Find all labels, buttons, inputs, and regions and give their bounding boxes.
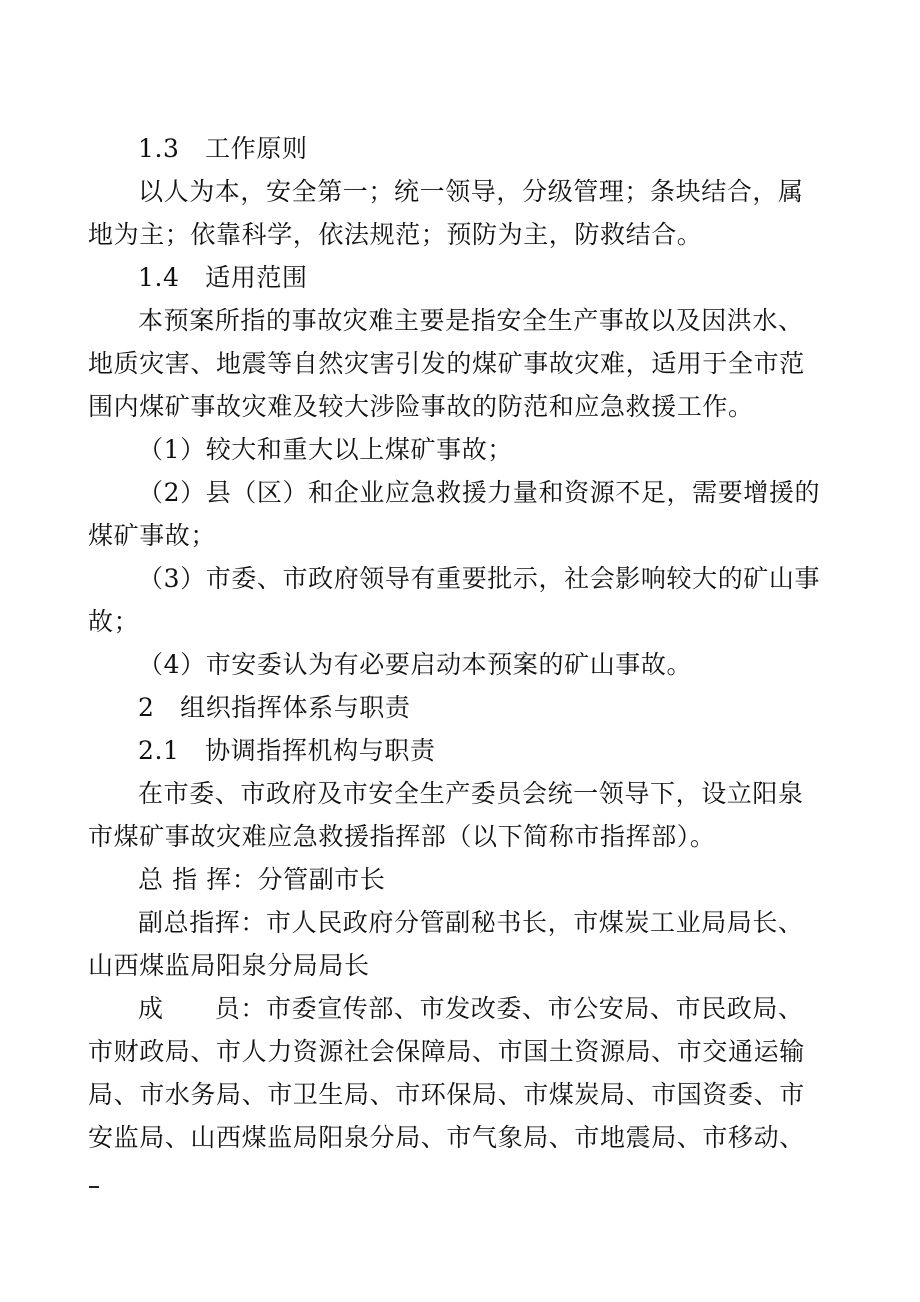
- paragraph-line: 地质灾害、地震等自然灾害引发的煤矿事故灾难，适用于全市范: [88, 349, 805, 378]
- paragraph-line: 本预案所指的事故灾难主要是指安全生产事故以及因洪水、: [138, 306, 804, 335]
- paragraph-line: 安监局、山西煤监局阳泉分局、市气象局、市地震局、市移动、: [88, 1123, 805, 1152]
- section-heading-1-4: 1.4 适用范围: [138, 263, 308, 292]
- list-item-continuation: 故；: [88, 607, 140, 636]
- list-item: （4）市安委认为有必要启动本预案的矿山事故。: [138, 650, 693, 679]
- paragraph-line: 山西煤监局阳泉分局局长: [88, 951, 370, 980]
- paragraph-line: 市财政局、市人力资源社会保障局、市国土资源局、市交通运输: [88, 1037, 805, 1066]
- page-footer-mark: [89, 1186, 99, 1188]
- paragraph-line: 围内煤矿事故灾难及较大涉险事故的防范和应急救援工作。: [88, 392, 754, 421]
- paragraph-line: 地为主；依靠科学，依法规范；预防为主，防救结合。: [88, 220, 703, 249]
- deputy-commander-line: 副总指挥：市人民政府分管副秘书长，市煤炭工业局局长、: [138, 908, 804, 937]
- paragraph-line: 以人为本，安全第一；统一领导，分级管理；条块结合，属: [138, 177, 804, 206]
- paragraph-line: 市煤矿事故灾难应急救援指挥部（以下简称市指挥部）。: [88, 822, 716, 851]
- list-item: （2）县（区）和企业应急救援力量和资源不足，需要增援的: [138, 478, 821, 507]
- section-heading-2-1: 2.1 协调指挥机构与职责: [138, 736, 436, 765]
- section-heading-1-3: 1.3 工作原则: [138, 134, 308, 163]
- paragraph-line: 在市委、市政府及市安全生产委员会统一领导下，设立阳泉: [138, 779, 804, 808]
- list-item: （3）市委、市政府领导有重要批示，社会影响较大的矿山事: [138, 564, 821, 593]
- list-item-continuation: 煤矿事故；: [88, 521, 217, 550]
- members-line: 成 员：市委宣传部、市发改委、市公安局、市民政局、: [138, 994, 804, 1023]
- list-item: （1）较大和重大以上煤矿事故；: [138, 435, 513, 464]
- commander-line: 总 指 挥：分管副市长: [138, 865, 386, 894]
- paragraph-line: 局、市水务局、市卫生局、市环保局、市煤炭局、市国资委、市: [88, 1080, 805, 1109]
- section-heading-2: 2 组织指挥体系与职责: [138, 693, 411, 722]
